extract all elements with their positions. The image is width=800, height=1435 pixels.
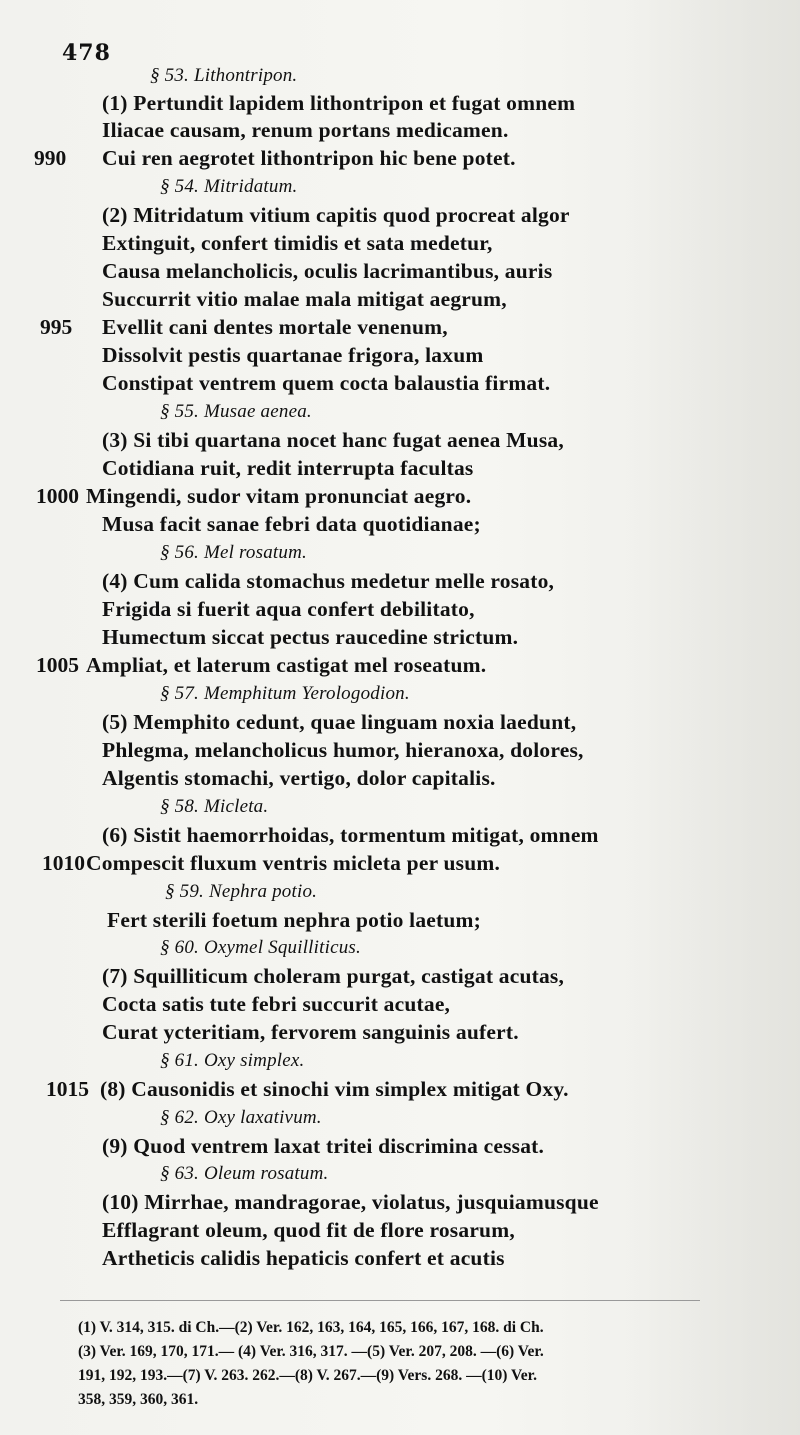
verse-number: 995: [40, 315, 73, 339]
footnote-line: 191, 192, 193.—(7) V. 263. 262.—(8) V. 267.—(9) Vers. 268. —(10) Ver.: [78, 1367, 537, 1384]
verse-line: Phlegma, melancholicus humor, hieranoxa, dolores,: [102, 738, 584, 762]
verse-number: 1005: [36, 653, 79, 677]
section-heading: § 61. Oxy simplex.: [160, 1050, 305, 1071]
verse-line: Ampliat, et laterum castigat mel roseatum.: [86, 653, 487, 677]
verse-number: 1000: [36, 484, 79, 508]
verse-line: Artheticis calidis hepaticis confert et acutis: [102, 1246, 505, 1270]
footnote-line: (3) Ver. 169, 170, 171.— (4) Ver. 316, 317. —(5) Ver. 207, 208. —(6) Ver.: [78, 1343, 544, 1360]
verse-line: Evellit cani dentes mortale venenum,: [102, 315, 448, 339]
verse-line: Curat ycteritiam, fervorem sanguinis aufert.: [102, 1020, 519, 1044]
verse-line: Frigida si fuerit aqua confert debilitato,: [102, 597, 475, 621]
verse-line: (4) Cum calida stomachus medetur melle rosato,: [102, 569, 555, 593]
verse-line: Succurrit vitio malae mala mitigat aegrum,: [102, 287, 507, 311]
verse-line: Musa facit sanae febri data quotidianae;: [102, 512, 481, 536]
verse-line: (7) Squilliticum choleram purgat, castigat acutas,: [102, 964, 565, 988]
verse-line: Constipat ventrem quem cocta balaustia firmat.: [102, 371, 551, 395]
verse-number: 1010: [42, 851, 85, 875]
section-heading: § 60. Oxymel Squilliticus.: [160, 937, 361, 958]
verse-line: Cocta satis tute febri succurit acutae,: [102, 992, 451, 1016]
verse-line: (1) Pertundit lapidem lithontripon et fugat omnem: [102, 91, 576, 115]
verse-line: Causa melancholicis, oculis lacrimantibus, auris: [102, 259, 553, 283]
section-heading: § 56. Mel rosatum.: [160, 542, 307, 563]
verse-line: (6) Sistit haemorrhoidas, tormentum mitigat, omnem: [102, 823, 599, 847]
footnote-line: 358, 359, 360, 361.: [78, 1391, 199, 1408]
page-edge-shadow: [630, 0, 800, 1435]
section-heading: § 54. Mitridatum.: [160, 176, 298, 197]
verse-line: Cui ren aegrotet lithontripon hic bene potet.: [102, 146, 516, 170]
verse-number: 1015: [46, 1077, 89, 1101]
verse-line: (3) Si tibi quartana nocet hanc fugat aenea Musa,: [102, 428, 564, 452]
verse-line: (8) Causonidis et sinochi vim simplex mitigat Oxy.: [100, 1077, 569, 1101]
section-heading: § 58. Micleta.: [160, 796, 269, 817]
verse-line: Mingendi, sudor vitam pronunciat aegro.: [86, 484, 472, 508]
verse-line: Extinguit, confert timidis et sata medetur,: [102, 231, 493, 255]
footnote-line: (1) V. 314, 315. di Ch.—(2) Ver. 162, 163, 164, 165, 166, 167, 168. di Ch.: [78, 1319, 544, 1336]
verse-line: (5) Memphito cedunt, quae linguam noxia laedunt,: [102, 710, 577, 734]
verse-line: Iliacae causam, renum portans medicamen.: [102, 118, 509, 142]
footnote-divider: [60, 1300, 700, 1301]
verse-line: Cotidiana ruit, redit interrupta facultas: [102, 456, 474, 480]
section-heading: § 63. Oleum rosatum.: [160, 1163, 329, 1184]
verse-number: 990: [34, 146, 67, 170]
verse-line: (2) Mitridatum vitium capitis quod procreat algor: [102, 203, 570, 227]
verse-line: Dissolvit pestis quartanae frigora, laxum: [102, 343, 484, 367]
section-heading: § 53. Lithontripon.: [150, 65, 298, 86]
verse-line: Fert sterili foetum nephra potio laetum;: [107, 908, 482, 932]
verse-line: Efflagrant oleum, quod fit de flore rosarum,: [102, 1218, 515, 1242]
section-heading: § 62. Oxy laxativum.: [160, 1107, 322, 1128]
verse-line: (9) Quod ventrem laxat tritei discrimina cessat.: [102, 1134, 545, 1158]
section-heading: § 57. Memphitum Yerologodion.: [160, 683, 410, 704]
verse-line: Compescit fluxum ventris micleta per usum.: [86, 851, 501, 875]
verse-line: Humectum siccat pectus raucedine strictum.: [102, 625, 519, 649]
page-number: 478: [62, 40, 111, 66]
section-heading: § 55. Musae aenea.: [160, 401, 312, 422]
section-heading: § 59. Nephra potio.: [165, 881, 318, 902]
verse-line: (10) Mirrhae, mandragorae, violatus, jusquiamusque: [102, 1190, 599, 1214]
verse-line: Algentis stomachi, vertigo, dolor capitalis.: [102, 766, 496, 790]
